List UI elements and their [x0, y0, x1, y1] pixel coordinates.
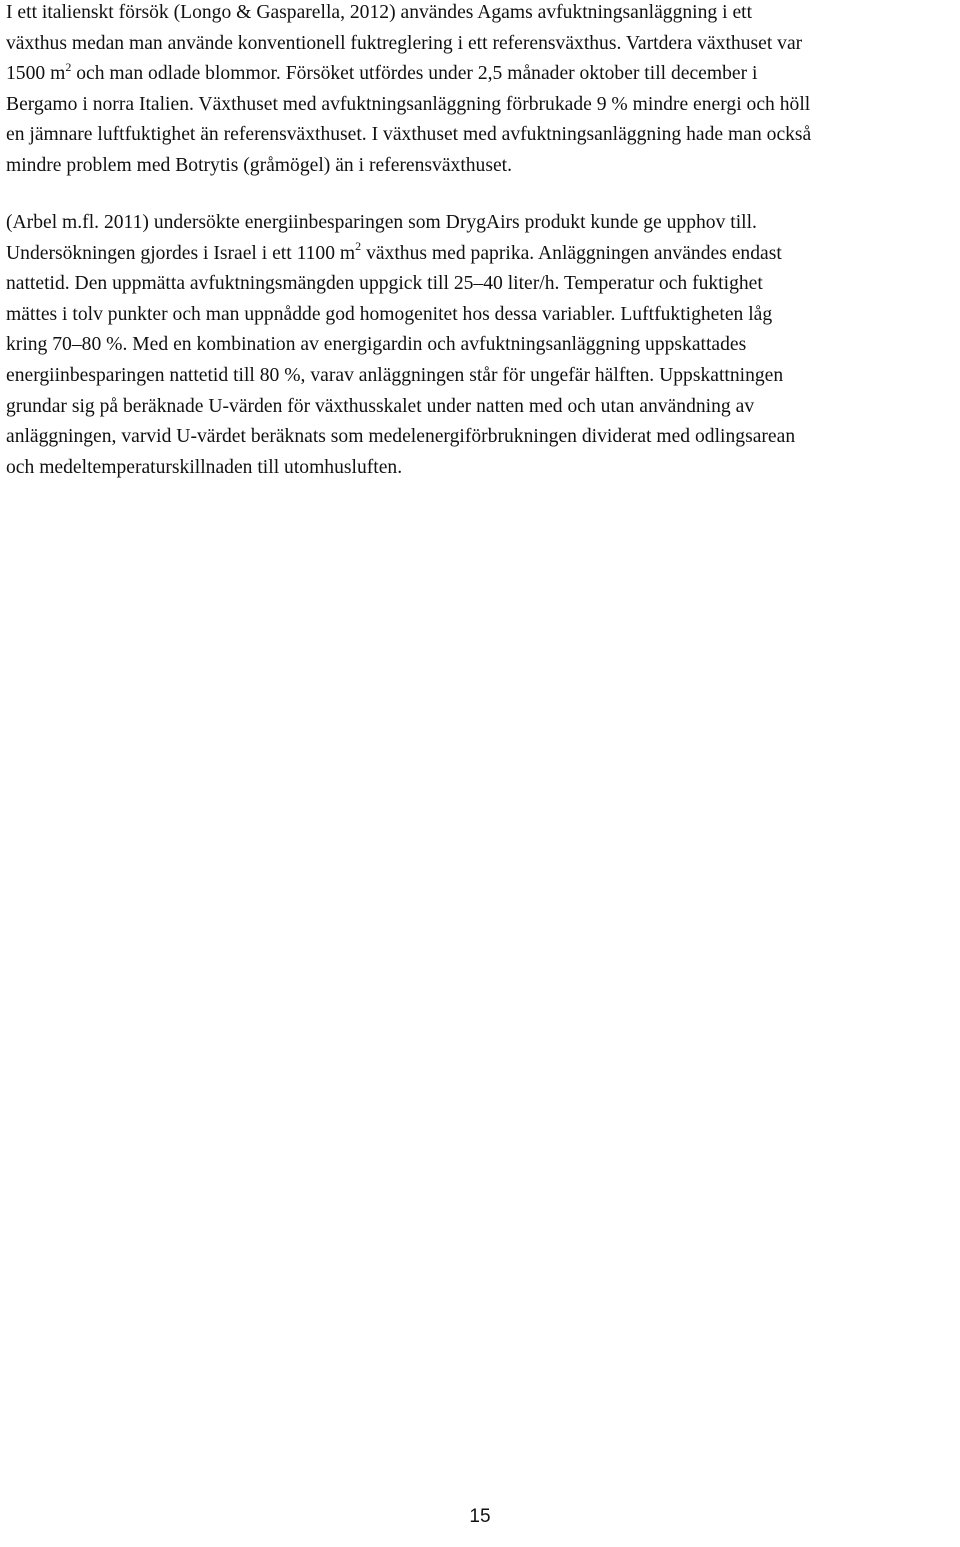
text-line: I ett italienskt försök (Longo & Gasparella, 2012) användes Agams avfuktningsanläggning i ett	[6, 2, 753, 23]
text-line: grundar sig på beräknade U-värden för växthusskalet under natten med och utan användning av	[6, 395, 755, 417]
superscript: 2	[355, 239, 362, 254]
text-line: och medeltemperaturskillnaden till utomhusluften.	[6, 456, 403, 478]
text-line: energiinbesparingen nattetid till 80 %, varav anläggningen står för ungefär hälften. Uppskattningen	[6, 364, 784, 386]
paragraph-longo-gasparella	[6, 0, 956, 182]
text-segment: Undersökningen gjordes i Israel i ett 1100 m	[6, 242, 356, 264]
text-line: Bergamo i norra Italien. Växthuset med avfuktningsanläggning förbrukade 9 % mindre energi och höll	[6, 93, 811, 115]
text-line: en jämnare luftfuktighet än referensväxthuset. I växthuset med avfuktningsanläggning hade man också	[6, 124, 812, 146]
text-line: anläggningen, varvid U-värdet beräknats som medelenergiförbrukningen dividerat med odlingsarean	[6, 426, 796, 448]
page-number: 15	[469, 1506, 491, 1527]
text-line: (Arbel m.fl. 2011) undersökte energiinbesparingen som DrygAirs produkt kunde ge upphov till.	[6, 212, 757, 233]
text-segment: och man odlade blommor. Försöket utfördes under 2,5 månader oktober till december i	[71, 63, 758, 85]
text-line	[6, 239, 956, 270]
text-line: kring 70–80 %. Med en kombination av energigardin och avfuktningsanläggning uppskattades	[6, 334, 747, 356]
text-line: mättes i tolv punkter och man uppnådde god homogenitet hos dessa variabler. Luftfuktigheten låg	[6, 303, 773, 325]
paragraph-arbel	[6, 208, 956, 483]
text-segment: 1500 m	[6, 63, 66, 85]
superscript: 2	[65, 59, 72, 74]
text-segment: växthus med paprika. Anläggningen användes endast	[361, 242, 782, 264]
text-line: växthus medan man använde konventionell fuktreglering i ett referensväxthus. Vartdera växthuset var	[6, 32, 803, 54]
text-line: mindre problem med Botrytis (gråmögel) än i referensväxthuset.	[6, 154, 513, 176]
text-line: nattetid. Den uppmätta avfuktningsmängden uppgick till 25–40 liter/h. Temperatur och fuktighet	[6, 273, 763, 295]
text-line	[6, 59, 956, 90]
